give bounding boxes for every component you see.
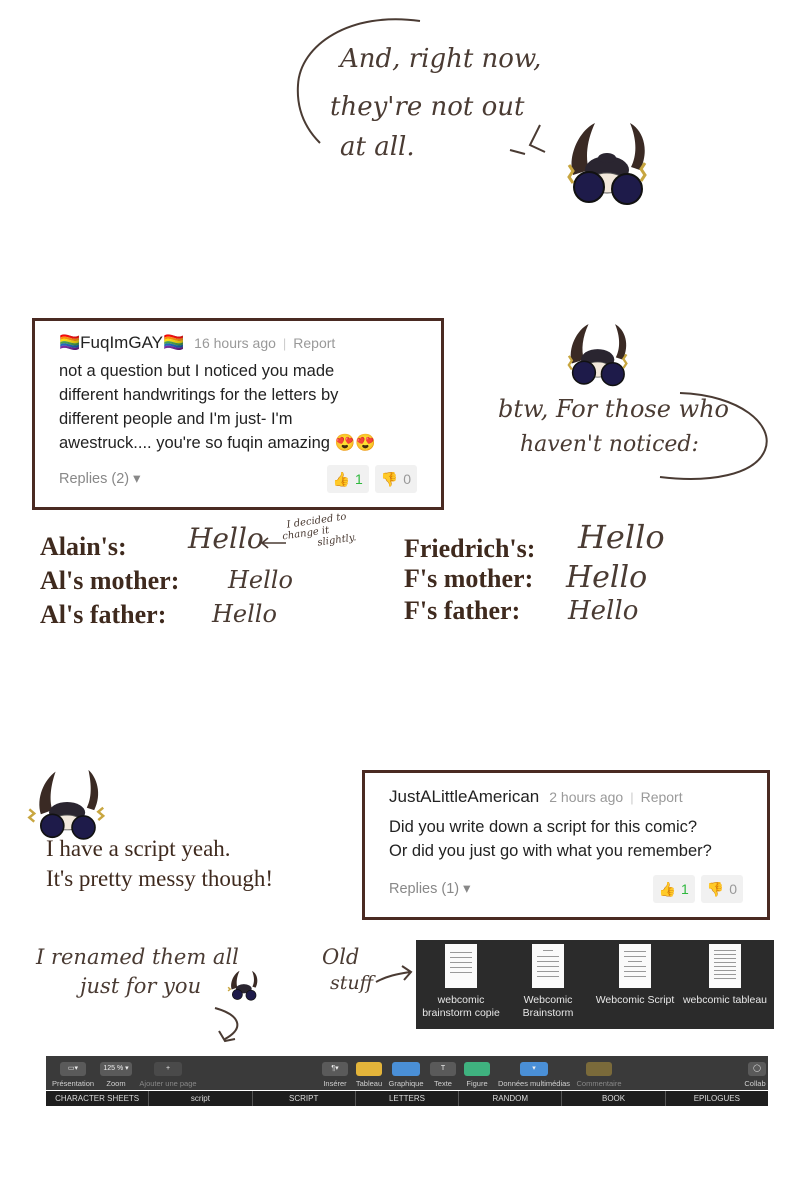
top-note-line2: they're not out xyxy=(330,92,525,122)
character-icon xyxy=(558,318,638,390)
file-item[interactable] xyxy=(503,944,593,1020)
zoom-value: 125 % ▾ xyxy=(100,1062,132,1076)
zoom-value-text: 125 % xyxy=(103,1065,124,1072)
friedrich-hello: Hello xyxy=(578,518,665,556)
top-note-line3: at all. xyxy=(340,132,415,162)
table-label: Tableau xyxy=(355,1079,383,1088)
tab-epilogues[interactable]: EPILOGUES xyxy=(693,1094,740,1103)
replies-label: Replies (2) xyxy=(59,471,130,487)
decided-note xyxy=(281,510,358,552)
old-stuff-line2: stuff xyxy=(330,972,374,994)
app-toolbar xyxy=(46,1056,768,1090)
comment-button[interactable] xyxy=(574,1062,624,1088)
text-label: Texte xyxy=(434,1079,452,1088)
decided-note-line: I decided to xyxy=(286,511,348,531)
thumbs-up-icon: 👍 xyxy=(658,880,676,897)
upvote-count: 1 xyxy=(680,881,689,897)
separator: | xyxy=(282,335,287,351)
btw-note-line2: haven't noticed: xyxy=(520,432,699,457)
comment-username[interactable]: 🏳️‍🌈FuqImGAY🏳️‍🌈 xyxy=(59,333,185,352)
presentation-label: Présentation xyxy=(51,1079,95,1088)
insert-label: Insérer xyxy=(323,1079,347,1088)
comment-time: 2 hours ago xyxy=(549,789,624,805)
table-button[interactable] xyxy=(352,1062,386,1088)
decided-note-line: change it xyxy=(281,524,330,543)
alain-label: Alain's: xyxy=(40,532,127,561)
tab-random[interactable]: RANDOM xyxy=(459,1091,562,1106)
chevron-down-icon: ▾ xyxy=(133,471,141,487)
replies-toggle[interactable] xyxy=(389,881,470,897)
tab-book[interactable]: BOOK xyxy=(562,1091,665,1106)
comment-text-line: different handwritings for the letters by xyxy=(59,386,339,404)
comment-username[interactable]: JustALittleAmerican xyxy=(389,787,540,806)
zoom-label: Zoom xyxy=(106,1079,126,1088)
friedrich-label: Friedrich's: xyxy=(404,534,536,563)
document-icon xyxy=(532,944,564,988)
file-name: webcomic tableau xyxy=(682,994,768,1006)
separator: | xyxy=(630,789,634,805)
chevron-down-icon: ▾ xyxy=(463,881,471,897)
comment-text-line: different people and I'm just- I'm xyxy=(59,410,293,428)
chart-label: Graphique xyxy=(388,1079,424,1088)
sidebar-icon: ▭▾ xyxy=(60,1062,86,1076)
renamed-note-line1: I renamed them all xyxy=(36,945,239,969)
tab-script-lower[interactable]: script xyxy=(149,1091,252,1106)
upvote-count: 1 xyxy=(354,471,363,487)
downvote-button[interactable] xyxy=(375,465,417,493)
shape-label: Figure xyxy=(466,1079,488,1088)
file-name: Brainstorm xyxy=(522,1007,574,1019)
text-icon: T xyxy=(430,1062,456,1076)
chart-button[interactable] xyxy=(386,1062,426,1088)
document-icon xyxy=(445,944,477,988)
al-father-label: Al's father: xyxy=(40,600,167,629)
renamed-note-line2: just for you xyxy=(80,974,202,998)
add-page-label: Ajouter une page xyxy=(139,1079,197,1088)
report-link[interactable]: Report xyxy=(293,335,336,351)
media-button[interactable] xyxy=(494,1062,574,1088)
upvote-button[interactable] xyxy=(653,875,695,903)
top-note-line1: And, right now, xyxy=(340,44,542,74)
shape-icon xyxy=(464,1062,490,1076)
file-name: Webcomic xyxy=(523,994,573,1006)
tab-script[interactable]: SCRIPT xyxy=(253,1091,356,1106)
document-icon xyxy=(619,944,651,988)
pointer-arrow-icon xyxy=(505,120,550,160)
replies-toggle[interactable] xyxy=(59,471,140,487)
file-browser-panel xyxy=(416,940,774,1029)
f-mother-hello: Hello xyxy=(566,560,648,595)
paragraph-icon: ¶▾ xyxy=(322,1062,348,1076)
table-icon xyxy=(356,1062,382,1076)
add-page-button[interactable] xyxy=(136,1062,200,1088)
character-icon xyxy=(20,765,115,843)
character-icon xyxy=(555,115,660,210)
curved-arrow-icon xyxy=(205,1003,255,1048)
tab-character-sheets[interactable]: CHARACTER SHEETS xyxy=(46,1091,149,1106)
al-father-hello: Hello xyxy=(212,600,277,628)
f-father-hello: Hello xyxy=(568,596,639,626)
zoom-control[interactable] xyxy=(96,1062,136,1088)
file-item[interactable] xyxy=(590,944,680,1007)
collaborate-button[interactable] xyxy=(742,1062,768,1088)
shape-button[interactable] xyxy=(460,1062,494,1088)
comment-text-line: Did you write down a script for this comic? xyxy=(389,818,698,836)
al-mother-label: Al's mother: xyxy=(40,566,180,595)
f-mother-label: F's mother: xyxy=(404,564,534,593)
right-arrow-icon xyxy=(372,962,416,988)
file-name: Webcomic Script xyxy=(595,994,675,1006)
speech-bubble-arc xyxy=(290,15,460,145)
report-link[interactable]: Report xyxy=(640,789,683,805)
comment-card-1 xyxy=(32,318,444,510)
tab-bar xyxy=(46,1091,768,1106)
media-icon: ▾ xyxy=(520,1062,548,1076)
comment-card-2 xyxy=(362,770,770,920)
plus-icon: + xyxy=(154,1062,182,1076)
media-label: Données multimédias xyxy=(497,1079,571,1088)
comment-label: Commentaire xyxy=(576,1079,622,1088)
downvote-count: 0 xyxy=(403,471,411,487)
collaborate-label: Collab xyxy=(744,1079,766,1088)
comment-text-line: not a question but I noticed you made xyxy=(59,362,335,380)
chart-icon xyxy=(392,1062,420,1076)
insert-button[interactable] xyxy=(318,1062,352,1088)
character-icon xyxy=(222,968,266,1002)
old-stuff-line1: Old xyxy=(322,945,360,969)
script-answer-line1: I have a script yeah. xyxy=(46,836,231,861)
script-answer-line2: It's pretty messy though! xyxy=(46,866,274,891)
file-name: brainstorm copie xyxy=(422,1007,500,1019)
comment-icon xyxy=(586,1062,612,1076)
text-button[interactable] xyxy=(426,1062,460,1088)
document-icon xyxy=(709,944,741,988)
file-item[interactable] xyxy=(680,944,770,1007)
comment-text-line: awestruck.... you're so fuqin amazing 😍😍 xyxy=(59,434,376,452)
tab-letters[interactable]: LETTERS xyxy=(356,1091,459,1106)
upvote-button[interactable] xyxy=(327,465,369,493)
al-mother-hello: Hello xyxy=(228,566,293,594)
downvote-button[interactable] xyxy=(701,875,743,903)
comment-time: 16 hours ago xyxy=(194,335,276,351)
replies-label: Replies (1) xyxy=(389,881,460,897)
thumbs-up-icon: 👍 xyxy=(332,470,350,487)
f-father-label: F's father: xyxy=(404,596,521,625)
file-item[interactable] xyxy=(416,944,506,1020)
thumbs-down-icon: 👎 xyxy=(380,470,399,487)
collaborate-icon: ◯ xyxy=(748,1062,766,1076)
comment-text-line: Or did you just go with what you remember? xyxy=(389,842,712,860)
file-name: webcomic xyxy=(437,994,485,1006)
presentation-button[interactable] xyxy=(50,1062,96,1088)
decided-note-line: slightly. xyxy=(316,532,358,549)
btw-note-line1: btw, For those who xyxy=(498,395,729,423)
alain-hello: Hello xyxy=(188,522,264,555)
thumbs-down-icon: 👎 xyxy=(706,880,725,897)
downvote-count: 0 xyxy=(729,881,737,897)
